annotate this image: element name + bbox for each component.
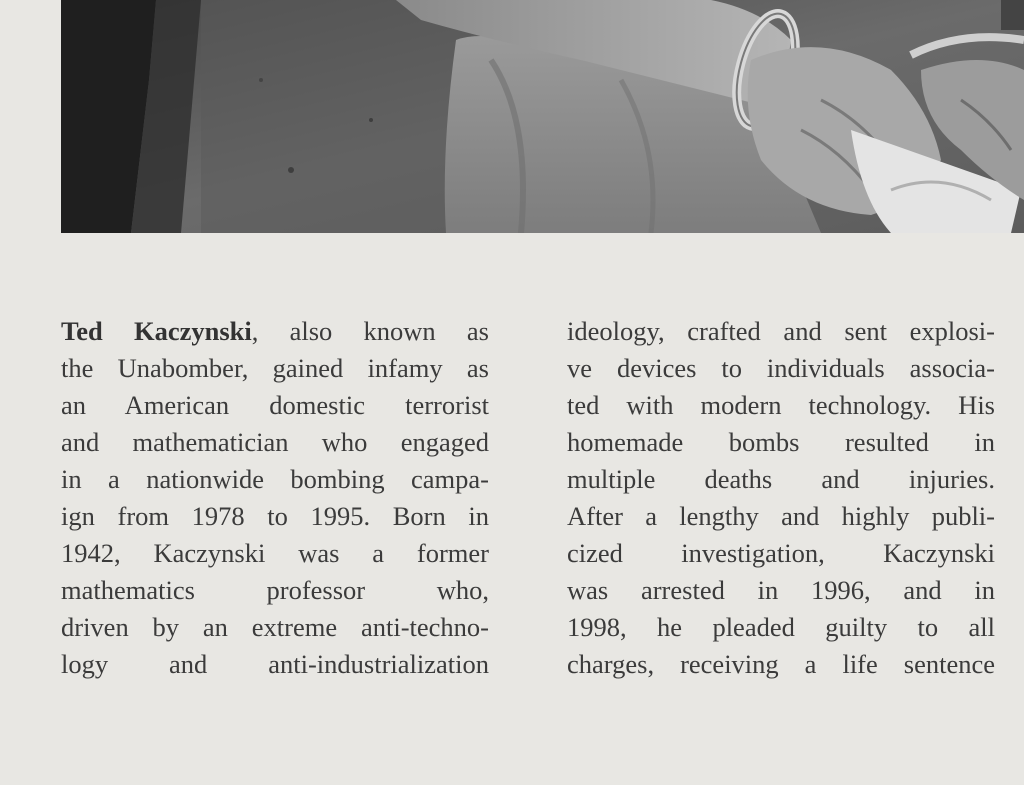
subject-name: Ted Kaczynski [61,316,252,346]
text-line: an American domestic terrorist [61,390,489,420]
article-column-right [567,313,995,683]
text-line: was arrested in 1996, and in [567,575,995,605]
text-line: multiple deaths and injuries. [567,464,995,494]
text-line: in a nationwide bombing campa- [61,464,489,494]
text-line: and mathematician who engaged [61,427,489,457]
text-line: 1942, Kaczynski was a former [61,538,489,568]
text-line: mathematics professor who, [61,575,489,605]
text-line: ideology, crafted and sent explosi- [567,316,995,346]
text-line: ign from 1978 to 1995. Born in [61,501,489,531]
text-line: ted with modern technology. His [567,390,995,420]
text-line: After a lengthy and highly publi- [567,501,995,531]
first-line-rest: , also known as [251,316,489,346]
article-photo-handcuffed-hands [61,0,1024,233]
article-column-left [61,313,489,683]
text-line: cized investigation, Kaczynski [567,538,995,568]
text-line [61,313,489,350]
text-line: homemade bombs resulted in [567,427,995,457]
text-line: driven by an extreme anti-techno- [61,612,489,642]
text-line: ve devices to individuals associa- [567,353,995,383]
text-line: charges, receiving a life sentence [567,649,995,679]
text-line: the Unabomber, gained infamy as [61,353,489,383]
text-line: 1998, he pleaded guilty to all [567,612,995,642]
text-line: logy and anti-industrialization [61,649,489,679]
